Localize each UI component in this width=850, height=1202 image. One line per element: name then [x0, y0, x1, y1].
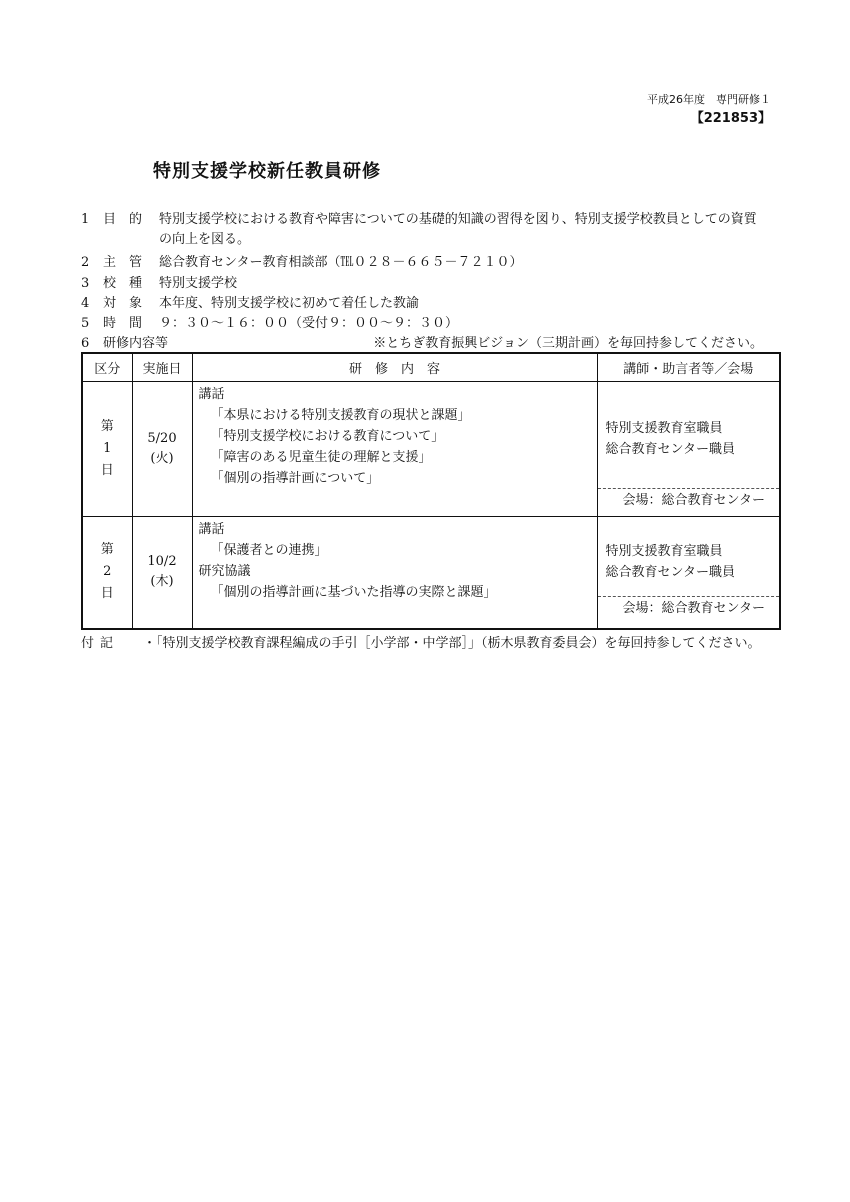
item-number: 1 — [81, 212, 90, 227]
lecturer-cell — [597, 517, 780, 629]
vision-note: ※とちぎ教育振興ビジョン（三期計画）を毎回持参してください。 — [373, 336, 763, 351]
header-content: 研 修 内 容 — [192, 353, 597, 382]
item-label: 研修内容等 — [103, 336, 169, 351]
item-label: 校 種 — [103, 276, 143, 291]
item-label: 主 管 — [103, 255, 143, 270]
item-number: 4 — [81, 296, 90, 311]
session-content: 講話 「本県における特別支援教育の現状と課題」 「特別支援学校における教育について」 「障害のある児童生徒の理解と支援」 「個別の指導計画について」 — [192, 382, 597, 517]
appendix-note — [81, 634, 761, 654]
header-lecturer: 講師・助言者等／会場 — [597, 353, 780, 382]
day-label: 第 2 日 — [82, 517, 132, 629]
item-label: 目 的 — [103, 212, 143, 227]
table-row — [82, 517, 780, 629]
item-organizer — [81, 253, 522, 273]
schedule-table — [81, 352, 781, 630]
item-purpose — [81, 210, 769, 250]
venue: 会場：総合教育センター — [598, 596, 780, 621]
item-time — [81, 314, 458, 334]
page-title: 特別支援学校新任教員研修 — [153, 161, 381, 182]
header-kubun: 区分 — [82, 353, 132, 382]
item-label: 時 間 — [103, 316, 143, 331]
venue: 会場：総合教育センター — [598, 488, 780, 513]
item-number: 3 — [81, 276, 90, 291]
item-training-content — [81, 334, 168, 354]
lecturer-list: 特別支援教育室職員 総合教育センター職員 — [605, 544, 735, 580]
appendix-text: ・「特別支援学校教育課程編成の手引［小学部・中学部］」（栃木県教育委員会）を毎回持参してください。 — [143, 636, 761, 651]
lecturer-cell — [597, 382, 780, 517]
item-number: 5 — [81, 316, 90, 331]
session-content: 講話 「保護者との連携」 研究協議 「個別の指導計画に基づいた指導の実際と課題」 — [192, 517, 597, 629]
item-target — [81, 294, 419, 314]
session-date: 10/2 (木) — [132, 517, 192, 629]
item-number: 6 — [81, 336, 90, 351]
item-content: 総合教育センター教育相談部（℡０２８－６６５－７２１０） — [159, 255, 523, 270]
lecturer-list: 特別支援教育室職員 総合教育センター職員 — [605, 421, 735, 457]
header-label: 平成26年度 専門研修１ — [647, 93, 771, 106]
item-label: 対 象 — [103, 296, 143, 311]
header-code: 【221853】 — [690, 111, 771, 126]
item-content: 本年度、特別支援学校に初めて着任した教諭 — [159, 296, 420, 311]
day-label: 第 1 日 — [82, 382, 132, 517]
item-content: 特別支援学校 — [159, 276, 238, 291]
item-number: 2 — [81, 255, 90, 270]
table-row — [82, 382, 780, 517]
session-date: 5/20 (火) — [132, 382, 192, 517]
item-school-type — [81, 274, 237, 294]
item-content: ９：３０～１６：００（受付９：００～９：３０） — [159, 316, 459, 331]
header-date: 実施日 — [132, 353, 192, 382]
item-content: 特別支援学校における教育や障害についての基礎的知識の習得を図り、特別支援学校教員としての資質の向上を図る。 — [159, 212, 757, 247]
appendix-label: 付記 — [81, 636, 120, 651]
table-header-row — [82, 353, 780, 382]
